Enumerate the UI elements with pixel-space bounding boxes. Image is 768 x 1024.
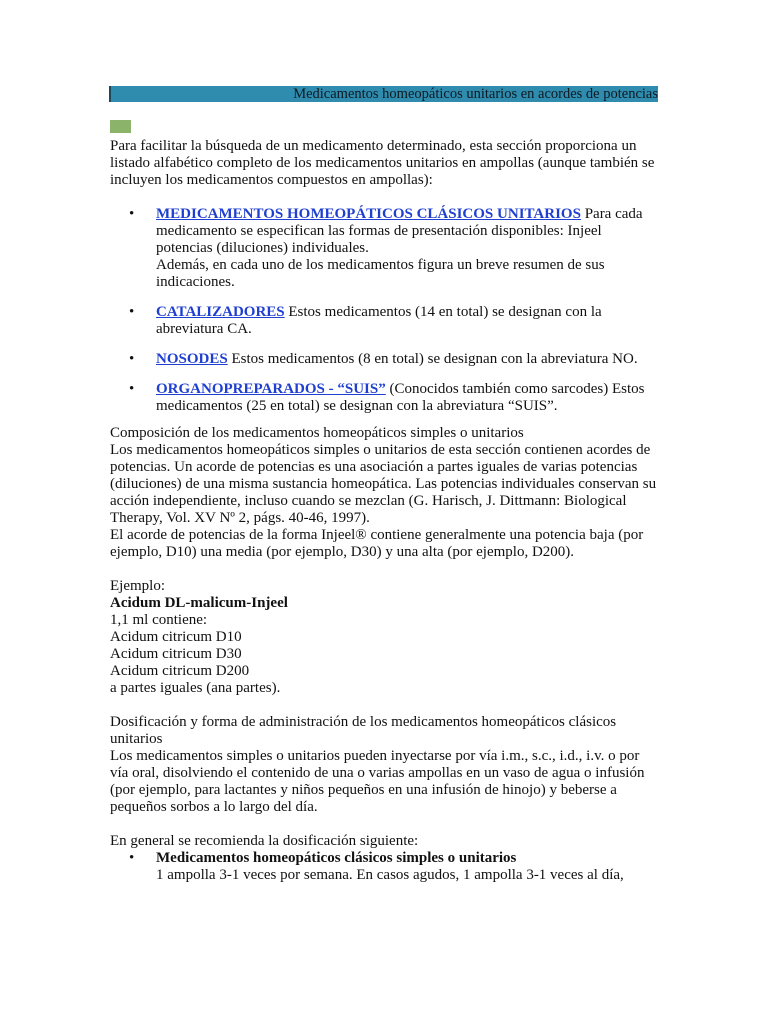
composition-section — [110, 425, 658, 561]
composition-body-2: El acorde de potencias de la forma Injeel® contiene generalmente una potencia baja (por ejemplo, D10) una media (por ejemplo, D30) y una alta (por ejemplo, D200). — [110, 527, 644, 560]
dosage-recommendation: En general se recomienda la dosificación siguiente: — [110, 833, 419, 849]
document-body — [110, 138, 658, 884]
link-catalizadores[interactable]: CATALIZADORES — [156, 304, 285, 320]
link-organopreparados[interactable]: ORGANOPREPARADOS - “SUIS” — [156, 381, 386, 397]
composition-heading: Composición de los medicamentos homeopáticos simples o unitarios — [110, 425, 524, 441]
dosage-heading: Dosificación y forma de administración de los medicamentos homeopáticos clásicos unitarios — [110, 714, 617, 747]
link-clasicos-unitarios[interactable]: MEDICAMENTOS HOMEOPÁTICOS CLÁSICOS UNITARIOS — [156, 206, 581, 222]
list-item-text: Estos medicamentos (8 en total) se designan con la abreviatura NO. — [227, 351, 638, 367]
dosage-body: Los medicamentos simples o unitarios pueden inyectarse por vía i.m., s.c., i.d., i.v. o por vía oral, disolviendo el contenido de una o varias ampollas en un vaso de agua o infusión (por ejemplo, para lactantes y niños pequeños en una infusión de hinojo) y beberse a pequeños sorbos a lo largo del día. — [110, 748, 645, 815]
list-item — [110, 206, 658, 291]
list-item — [110, 304, 658, 338]
example-section — [110, 578, 658, 697]
ingredient-item: Acidum citricum D200 — [110, 663, 250, 679]
list-item-text: Estos medicamentos (14 en total) se designan con la abreviatura CA. — [156, 304, 602, 337]
list-item — [110, 850, 658, 884]
page-title: Medicamentos homeopáticos unitarios en acordes de potencias — [293, 86, 658, 102]
list-item-text: (Conocidos también como sarcodes) Estos medicamentos (25 en total) se designan con la abreviatura “SUIS”. — [156, 381, 645, 414]
category-list — [110, 206, 658, 415]
list-item — [110, 381, 658, 415]
section-banner — [109, 86, 658, 102]
example-note: a partes iguales (ana partes). — [110, 680, 281, 696]
ingredient-item: Acidum citricum D10 — [110, 629, 242, 645]
list-item — [110, 351, 658, 368]
link-nosodes[interactable]: NOSODES — [156, 351, 228, 367]
example-label: Ejemplo: — [110, 578, 165, 594]
dosage-item-title: • Medicamentos homeopáticos clásicos simples o unitarios — [156, 850, 517, 866]
accent-box — [110, 120, 131, 133]
dosage-section — [110, 714, 658, 884]
list-item-text: Para cada medicamento se especifican las formas de presentación disponibles: Injeel potencias (diluciones) individuales. — [156, 206, 643, 256]
list-item-extra: Además, en cada uno de los medicamentos figura un breve resumen de sus indicaciones. — [156, 257, 605, 290]
composition-body: Los medicamentos homeopáticos simples o unitarios de esta sección contienen acordes de potencias. Un acorde de potencias es una asociación a partes iguales de varias potencias (diluciones) de una misma sustancia homeopática. Las potencias individuales conservan su acción independiente, incluso cuando se mezclan (G. Harisch, J. Dittmann: Biological Therapy, Vol. XV Nº 2, págs. 40-46, 1997). — [110, 442, 657, 526]
ingredient-item: Acidum citricum D30 — [110, 646, 242, 662]
example-product: Acidum DL-malicum-Injeel — [110, 595, 288, 611]
intro-paragraph: Para facilitar la búsqueda de un medicamento determinado, esta sección proporciona un listado alfabético completo de los medicamentos unitarios en ampollas (aunque también se incluyen los medicamentos compuestos en ampollas): — [110, 138, 655, 188]
dosage-list — [110, 850, 658, 884]
dosage-item-text: 1 ampolla 3-1 veces por semana. En casos agudos, 1 ampolla 3-1 veces al día, — [156, 867, 624, 883]
example-contains: 1,1 ml contiene: — [110, 612, 208, 628]
